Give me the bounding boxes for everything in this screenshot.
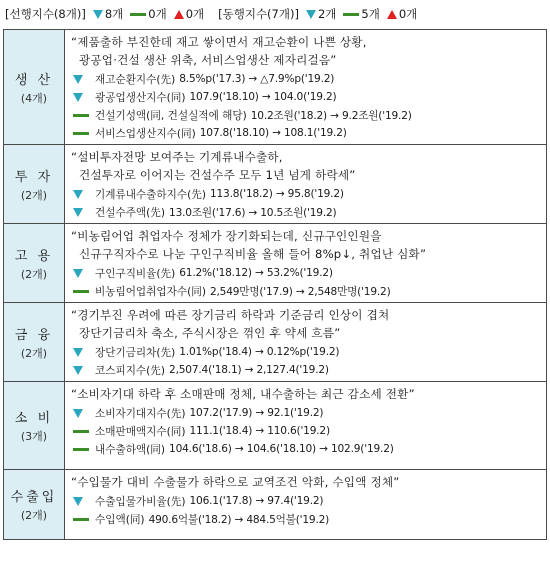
down-triangle-icon — [306, 10, 316, 19]
down-triangle-icon — [73, 93, 83, 102]
flat-dash-icon — [73, 290, 89, 293]
flat-dash-icon — [73, 114, 89, 117]
indicator-values: 111.1('18.4) → 110.6('19.2) — [189, 425, 330, 437]
section-body-cell — [65, 224, 547, 303]
indicator-values: 107.2('17.9) → 92.1('19.2) — [189, 407, 324, 419]
summary-quote-line: “제품출하 부진한데 재고 쌓이면서 재고순환이 나쁜 상황, — [71, 35, 367, 49]
leading-flat-count: 0개 — [148, 7, 167, 21]
category-count: (2개) — [20, 188, 48, 202]
indicator-name: 광공업생산지수(同) — [95, 91, 186, 104]
indicator-values: 2,507.4('18.1) → 2,127.4('19.2) — [169, 364, 329, 376]
flat-dash-icon — [73, 132, 89, 135]
category-count: (2개) — [20, 509, 48, 522]
flat-dash-icon — [130, 13, 146, 16]
indicator-name: 소비자기대지수(先) — [95, 407, 186, 420]
category-name: 고 용 — [14, 248, 54, 264]
indicator-item — [71, 203, 542, 221]
down-triangle-icon — [73, 208, 83, 217]
coincident-flat-count: 5개 — [361, 7, 380, 21]
indicator-values: 106.1('17.8) → 97.4('19.2) — [189, 495, 324, 507]
section-row — [4, 303, 547, 382]
category-count: (3개) — [20, 430, 48, 443]
indicator-item — [71, 510, 542, 528]
indicator-item — [71, 492, 542, 510]
category-name: 소 비 — [14, 411, 54, 426]
section-row — [4, 145, 547, 224]
section-body-cell — [65, 470, 547, 540]
indicator-values: 2,549만명('17.9) → 2,548만명('19.2) — [209, 285, 391, 298]
indicator-name: 수출입물가비율(先) — [95, 495, 186, 508]
coincident-up-count: 0개 — [398, 7, 418, 21]
section-row — [4, 382, 547, 470]
indicator-values: 10.2조원('18.2) → 9.2조원('19.2) — [250, 109, 412, 122]
category-name: 금 융 — [14, 327, 54, 343]
flat-dash-icon — [73, 430, 89, 433]
indicator-values: 104.6('18.6) → 104.6('18.10) → 102.9('19.2) — [169, 443, 394, 455]
down-triangle-icon — [73, 497, 83, 506]
indicator-name: 기계류내수출하지수(先) — [95, 188, 206, 201]
indicator-name: 소매판매액지수(同) — [95, 425, 186, 438]
category-name: 생 산 — [14, 72, 54, 88]
category-count: (4개) — [20, 91, 48, 105]
flat-dash-icon — [343, 13, 359, 16]
indicator-item — [71, 422, 542, 440]
section-body-cell — [65, 303, 547, 382]
down-triangle-icon — [73, 190, 83, 199]
indicator-name: 구인구직비율(先) — [95, 267, 176, 280]
indicator-item — [71, 70, 542, 88]
indicator-item — [71, 124, 542, 142]
leading-down-count: 8개 — [104, 7, 124, 21]
coincident-group — [218, 6, 417, 22]
summary-quote-line: 광공업·건설 생산 위축, 서비스업생산 제자리걸음” — [79, 53, 337, 67]
indicator-name: 내수출하액(同) — [95, 443, 166, 456]
indicator-values: 107.9('18.10) → 104.0('19.2) — [189, 91, 337, 103]
down-triangle-icon — [73, 409, 83, 418]
indicator-name: 수입액(同) — [95, 513, 145, 526]
summary-quote-line: 건설투자로 이어지는 건설수주 모두 1년 넘게 하락세” — [79, 168, 356, 182]
indicator-table — [3, 29, 547, 540]
section-row — [4, 224, 547, 303]
coincident-down-count: 2개 — [317, 7, 337, 21]
indicator-item — [71, 185, 542, 203]
indicator-item — [71, 440, 542, 458]
coincident-label: [동행지수(7개)] — [218, 7, 299, 21]
down-triangle-icon — [73, 348, 83, 357]
indicator-name: 서비스업생산지수(同) — [95, 127, 196, 140]
summary-quote-line: 장단기금리차 축소, 주식시장은 꺾인 후 약세 흐름” — [79, 326, 341, 340]
indicator-values: 113.8('18.2) → 95.8('19.2) — [209, 188, 344, 200]
indicator-name: 장단기금리차(先) — [95, 346, 176, 359]
category-name: 수출입 — [10, 490, 58, 505]
indicator-item — [71, 404, 542, 422]
category-cell — [4, 470, 65, 540]
summary-quote-line: 신규구직자수로 나눈 구인구직비율 올해 들어 8%p↓, 취업난 심화” — [79, 247, 427, 261]
category-cell — [4, 30, 65, 145]
indicator-name: 건설기성액(同, 건설실적에 해당) — [95, 109, 247, 122]
section-body-cell — [65, 145, 547, 224]
down-triangle-icon — [93, 10, 103, 19]
summary-bar — [3, 3, 547, 25]
indicator-values: 490.6억불('18.2) → 484.5억불('19.2) — [148, 513, 330, 526]
indicator-item — [71, 106, 542, 124]
summary-quote-line: “경기부진 우려에 따른 장기금리 하락과 기준금리 인상이 겹쳐 — [71, 308, 390, 322]
category-cell — [4, 382, 65, 470]
down-triangle-icon — [73, 269, 83, 278]
category-count: (2개) — [20, 267, 48, 281]
indicator-item — [71, 343, 542, 361]
flat-dash-icon — [73, 518, 89, 521]
indicator-item — [71, 264, 542, 282]
indicator-values: 1.01%p('18.4) → 0.12%p('19.2) — [179, 346, 340, 358]
indicator-name: 비농림어업취업자수(同) — [95, 285, 206, 298]
category-cell — [4, 303, 65, 382]
category-cell — [4, 145, 65, 224]
summary-quote-line: “설비투자전망 보여주는 기계류내수출하, — [71, 150, 283, 164]
category-name: 투 자 — [14, 169, 54, 185]
summary-quote-line: “수입물가 대비 수출물가 하락으로 교역조건 악화, 수입액 정체” — [71, 475, 400, 489]
up-triangle-icon — [174, 10, 184, 19]
indicator-item — [71, 361, 542, 379]
indicator-item — [71, 88, 542, 106]
summary-quote-line: “소비자기대 하락 후 소매판매 정체, 내수출하는 최근 감소세 전환” — [71, 387, 415, 401]
indicator-name: 코스피지수(先) — [95, 364, 166, 377]
section-row — [4, 30, 547, 145]
section-row — [4, 470, 547, 540]
down-triangle-icon — [73, 75, 83, 84]
indicator-values: 13.0조원('17.6) → 10.5조원('19.2) — [169, 206, 337, 219]
category-cell — [4, 224, 65, 303]
summary-quote-line: “비농림어업 취업자수 정체가 장기화되는데, 신규구인인원을 — [71, 229, 382, 243]
leading-label: [선행지수(8개)] — [5, 7, 86, 21]
indicator-values: 107.8('18.10) → 108.1('19.2) — [199, 127, 347, 139]
category-count: (2개) — [20, 346, 48, 360]
indicator-values: 8.5%p('17.3) → △7.9%p('19.2) — [179, 73, 335, 85]
up-triangle-icon — [387, 10, 397, 19]
section-body-cell — [65, 382, 547, 470]
indicator-name: 건설수주액(先) — [95, 206, 166, 219]
flat-dash-icon — [73, 448, 89, 451]
indicator-values: 61.2%('18.12) → 53.2%('19.2) — [179, 267, 333, 279]
leading-up-count: 0개 — [185, 7, 205, 21]
down-triangle-icon — [73, 366, 83, 375]
leading-group — [5, 6, 204, 22]
section-body-cell — [65, 30, 547, 145]
indicator-item — [71, 282, 542, 300]
indicator-name: 재고순환지수(先) — [95, 73, 176, 86]
